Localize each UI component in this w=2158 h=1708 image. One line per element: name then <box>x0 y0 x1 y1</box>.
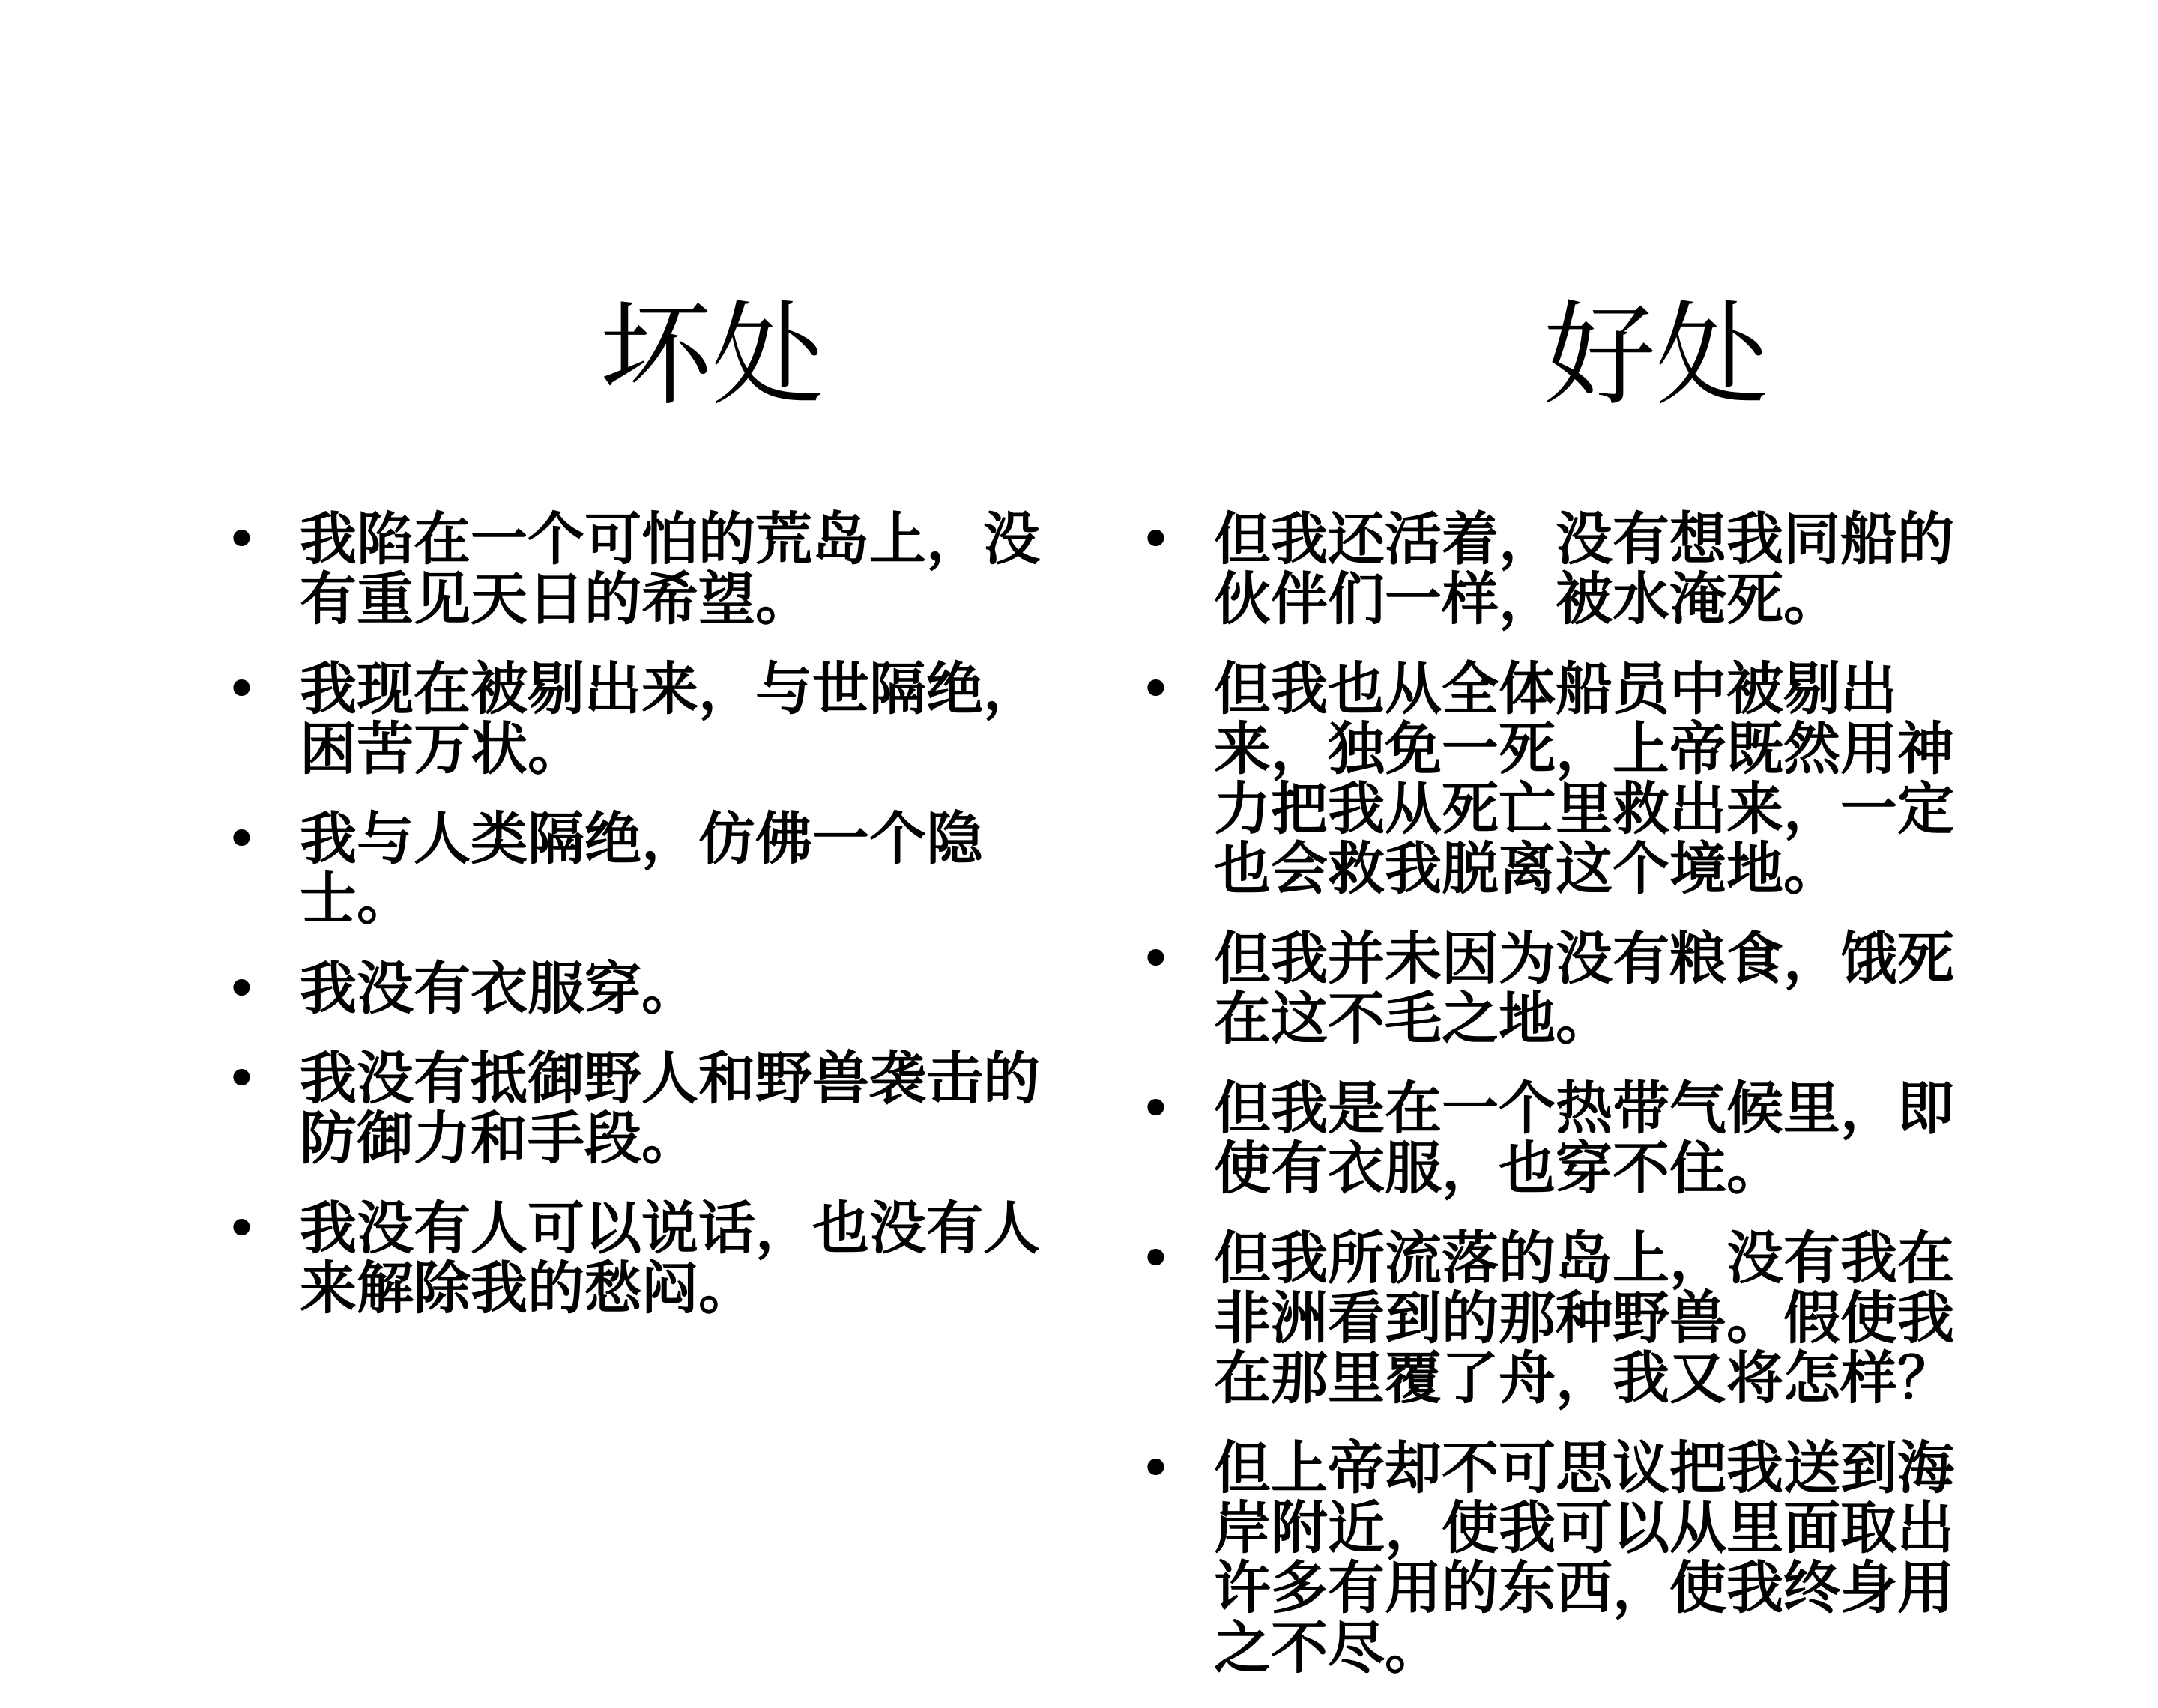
list-item-text: 但我也从全体船员中被剔出来，独免一死，上帝既然用神力把我从死亡里救出来，一定也会救我脱离这个境地。 <box>1214 655 1954 902</box>
list-item <box>1139 1225 2008 1411</box>
bullet-icon: • <box>1139 1075 1173 1142</box>
list-item-text: 我与人类隔绝，仿佛一个隐士。 <box>300 805 983 932</box>
list-item <box>225 955 1079 1022</box>
list-item <box>1139 506 2008 632</box>
list-item <box>225 1195 1079 1321</box>
list-item <box>225 1045 1079 1172</box>
list-item-text: 但我所流落的岛上，没有我在非洲看到的那种野兽。假使我在那里覆了舟，我又将怎样？ <box>1214 1225 1954 1411</box>
list-item <box>1139 925 2008 1052</box>
list-item-text: 我没有人可以说话，也没有人来解除我的愁闷。 <box>300 1195 1040 1321</box>
bullet-icon: • <box>1139 506 1173 572</box>
list-item-text: 我没有抵御野人和野兽袭击的防御力和手段。 <box>300 1045 1040 1172</box>
bullet-icon: • <box>225 1045 259 1112</box>
good-points-list <box>1139 506 2008 1708</box>
bullet-icon: • <box>225 506 259 572</box>
bullet-icon: • <box>1139 1225 1173 1291</box>
list-item <box>1139 1075 2008 1202</box>
list-item <box>1139 655 2008 902</box>
list-item-text: 我现在被剔出来，与世隔绝，困苦万状。 <box>300 655 1040 782</box>
bullet-icon: • <box>225 955 259 1022</box>
list-item-text: 我没有衣服穿。 <box>300 955 698 1022</box>
list-item-text: 但上帝却不可思议把我送到海岸附近，使我可以从里面取出许多有用的东西，使我终身用之不尽。 <box>1214 1435 1954 1681</box>
list-item <box>1139 1435 2008 1681</box>
bad-points-heading: 坏处 <box>599 291 825 421</box>
bullet-icon: • <box>225 805 259 872</box>
bullet-icon: • <box>225 1195 259 1262</box>
list-item-text: 但我是在一个热带气候里，即使有衣服，也穿不住。 <box>1214 1075 1954 1202</box>
bullet-icon: • <box>1139 1435 1173 1501</box>
list-item-text: 但我还活着，没有想我同船的伙伴们一样，被水淹死。 <box>1214 506 1954 632</box>
list-item-text: 我陷在一个可怕的荒岛上，没有重见天日的希望。 <box>300 506 1040 632</box>
good-points-heading: 好处 <box>1544 291 1769 421</box>
list-item <box>225 655 1079 782</box>
bullet-icon: • <box>225 655 259 722</box>
bullet-icon: • <box>1139 925 1173 992</box>
bad-points-list <box>225 506 1079 1348</box>
list-item <box>225 506 1079 632</box>
list-item <box>225 805 1079 932</box>
bullet-icon: • <box>1139 655 1173 722</box>
list-item-text: 但我并未因为没有粮食，饿死在这不毛之地。 <box>1214 925 1954 1052</box>
